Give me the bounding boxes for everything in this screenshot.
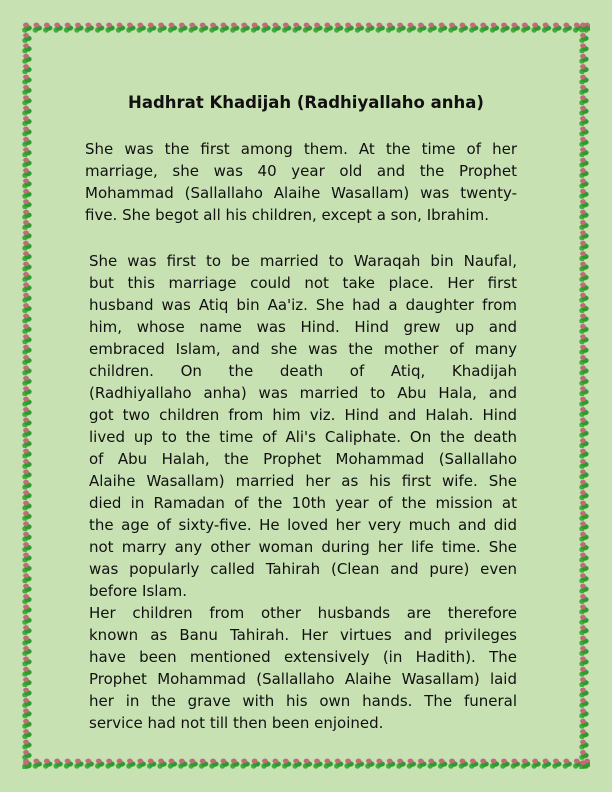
text-line: him, whose name was Hind. Hind grew up and: [89, 318, 517, 336]
text-line: the age of sixty-five. He loved her very much and did: [89, 516, 517, 534]
text-line: but this marriage could not take place. Her first: [89, 274, 517, 292]
text-line: Mohammad (Sallallaho Alaihe Wasallam) was twenty-: [85, 184, 517, 202]
text-line: have been mentioned extensively (in Hadith). The: [89, 648, 517, 666]
leaf-border-left: [22, 22, 33, 769]
paragraph-3-body: [89, 602, 517, 734]
paragraph-2-body: [89, 250, 517, 602]
text-line: (Radhiyallaho anha) was married to Abu Hala, and: [89, 384, 517, 402]
text-line: children. On the death of Atiq, Khadijah: [89, 362, 517, 380]
text-line: Prophet Mohammad (Sallallaho Alaihe Wasallam) laid: [89, 670, 517, 688]
page-title: Hadhrat Khadijah (Radhiyallaho anha): [128, 93, 484, 112]
text-line: known as Banu Tahirah. Her virtues and privileges: [89, 626, 517, 644]
text-line: her in the grave with his own hands. The funeral: [89, 692, 517, 710]
text-line: service had not till then been enjoined.: [89, 714, 384, 732]
text-line: of Abu Halah, the Prophet Mohammad (Sallallaho: [89, 450, 517, 468]
text-line: was popularly called Tahirah (Clean and pure) even: [89, 560, 517, 578]
text-line: five. She begot all his children, except a son, Ibrahim.: [85, 206, 490, 224]
text-line: Her children from other husbands are therefore: [89, 604, 517, 622]
text-line: embraced Islam, and she was the mother of many: [89, 340, 517, 358]
leaf-border-bottom: [22, 758, 590, 769]
text-line: lived up to the time of Ali's Caliphate. On the death: [89, 428, 517, 446]
leaf-border-top: [22, 22, 590, 33]
paragraph-2: [89, 250, 517, 734]
text-line: before Islam.: [89, 582, 188, 600]
paragraph-1: [85, 138, 517, 226]
text-line: She was the first among them. At the time of her: [85, 140, 517, 158]
text-line: died in Ramadan of the 10th year of the mission at: [89, 494, 517, 512]
text-line: not marry any other woman during her life time. She: [89, 538, 517, 556]
text-line: got two children from him viz. Hind and Halah. Hind: [89, 406, 517, 424]
text-line: She was first to be married to Waraqah bin Naufal,: [89, 252, 517, 270]
text-line: marriage, she was 40 year old and the Prophet: [85, 162, 517, 180]
text-line: Alaihe Wasallam) married her as his first wife. She: [89, 472, 517, 490]
text-line: husband was Atiq bin Aa'iz. She had a daughter from: [89, 296, 517, 314]
leaf-border-right: [579, 22, 590, 769]
